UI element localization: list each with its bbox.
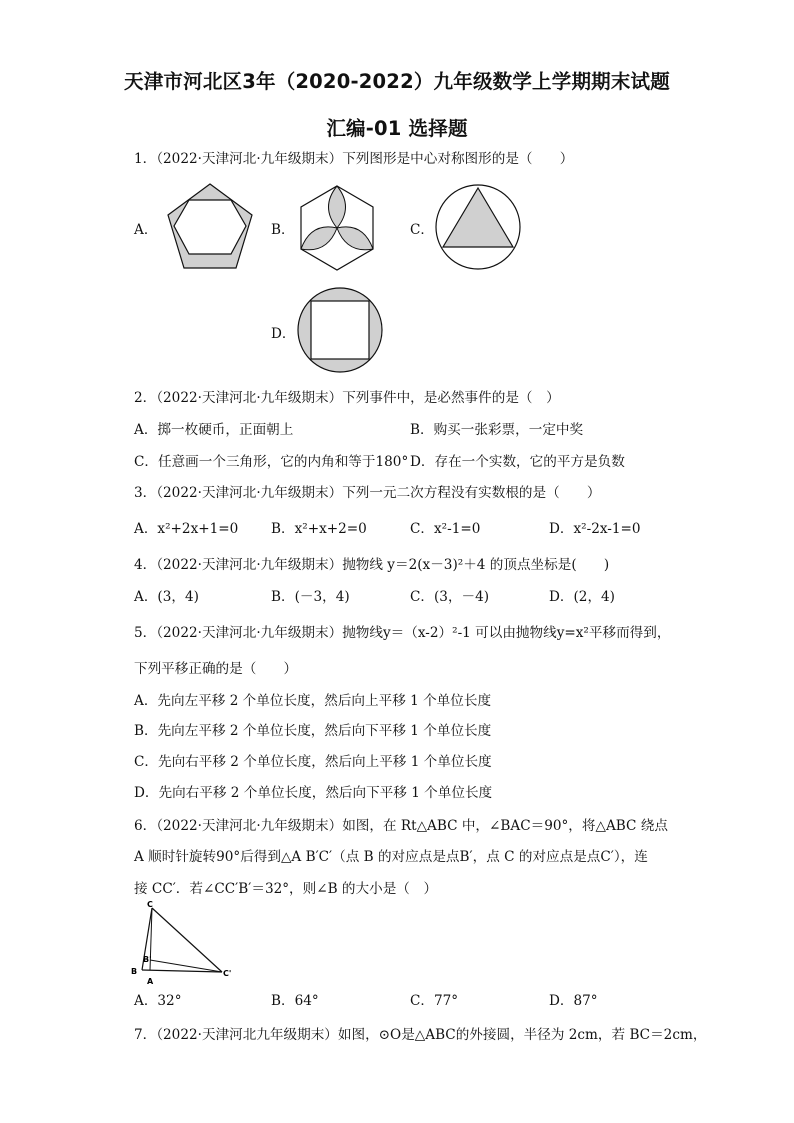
q2-option-d: D．存在一个实数，它的平方是负数 — [410, 454, 625, 470]
q5-option-d: D．先向右平移 2 个单位长度，然后向下平移 1 个单位长度 — [134, 785, 493, 801]
q3-option-b: B．x²+x+2=0 — [271, 521, 367, 537]
q6-label-b-prime: B' — [143, 955, 152, 964]
q2-option-a: A．掷一枚硬币，正面朝上 — [134, 422, 294, 438]
q6-stem-line1: 6．（2022·天津河北·九年级期末）如图，在 Rt△ABC 中，∠BAC＝90°，将△ABC 绕点 — [134, 818, 668, 834]
q7-stem: 7．（2022·天津河北九年级期末）如图，⊙O是△ABC的外接圆，半径为 2cm，若 BC＝2cm， — [134, 1027, 707, 1043]
q5-option-b: B．先向左平移 2 个单位长度，然后向下平移 1 个单位长度 — [134, 723, 492, 739]
q6-stem-line3: 接 CC′．若∠CC′B′＝32°，则∠B 的大小是（ ） — [134, 881, 438, 897]
q6-label-a: A — [147, 977, 154, 986]
q1-option-b-label: B． — [271, 222, 295, 238]
q4-option-d: D．(2，4) — [549, 589, 615, 605]
q5-stem-line2: 下列平移正确的是（ ） — [134, 661, 298, 677]
q1-figure-c-circle-triangle — [433, 182, 523, 272]
q4-stem: 4．（2022·天津河北·九年级期末）抛物线 y＝2(x－3)²＋4 的顶点坐标是( ) — [134, 557, 610, 573]
q6-option-b: B．64° — [271, 993, 319, 1009]
q6-stem-line2: A 顺时针旋转90°后得到△A B′C′（点 B 的对应点是点B′，点 C 的对应点是点C′），连 — [134, 849, 648, 865]
q1-option-a-label: A． — [134, 222, 158, 238]
q3-option-d: D．x²-2x-1=0 — [549, 521, 641, 537]
q5-stem-line1: 5．（2022·天津河北·九年级期末）抛物线y＝（x-2）²-1 可以由抛物线y=x²平移而得到， — [134, 625, 671, 641]
q1-option-d-label: D． — [271, 326, 296, 342]
document-title-line2: 汇编-01 选择题 — [326, 117, 468, 140]
q1-figure-d-circle-square — [296, 286, 384, 374]
q4-option-b: B．(－3，4) — [271, 589, 350, 605]
q3-stem: 3．（2022·天津河北·九年级期末）下列一元二次方程没有实数根的是（ ） — [134, 485, 601, 501]
document-title-line1: 天津市河北区3年（2020-2022）九年级数学上学期期末试题 — [124, 70, 670, 93]
q1-stem: 1．（2022·天津河北·九年级期末）下列图形是中心对称图形的是（ ） — [134, 151, 574, 167]
q1-figure-b-hexagon-petals — [293, 184, 381, 272]
q4-option-a: A．(3，4) — [134, 589, 199, 605]
q5-option-a: A．先向左平移 2 个单位长度，然后向上平移 1 个单位长度 — [134, 693, 492, 709]
q2-option-b: B．购买一张彩票，一定中奖 — [410, 422, 584, 438]
q6-triangle-figure — [128, 900, 238, 992]
q6-option-d: D．87° — [549, 993, 598, 1009]
q6-option-c: C．77° — [410, 993, 459, 1009]
q5-option-c: C．先向右平移 2 个单位长度，然后向上平移 1 个单位长度 — [134, 754, 492, 770]
q6-label-c: C — [147, 900, 153, 909]
q2-option-c: C．任意画一个三角形，它的内角和等于180° — [134, 454, 409, 470]
q3-option-a: A．x²+2x+1=0 — [134, 521, 239, 537]
q6-option-a: A．32° — [134, 993, 182, 1009]
q1-option-c-label: C． — [410, 222, 434, 238]
q1-figure-a-pentagon-hexagon — [165, 182, 255, 272]
q6-label-b: B — [131, 967, 138, 976]
q4-option-c: C．(3，－4) — [410, 589, 490, 605]
q3-option-c: C．x²-1=0 — [410, 521, 481, 537]
q6-label-c-prime: C' — [223, 969, 232, 978]
q2-stem: 2．（2022·天津河北·九年级期末）下列事件中，是必然事件的是（ ） — [134, 390, 560, 406]
